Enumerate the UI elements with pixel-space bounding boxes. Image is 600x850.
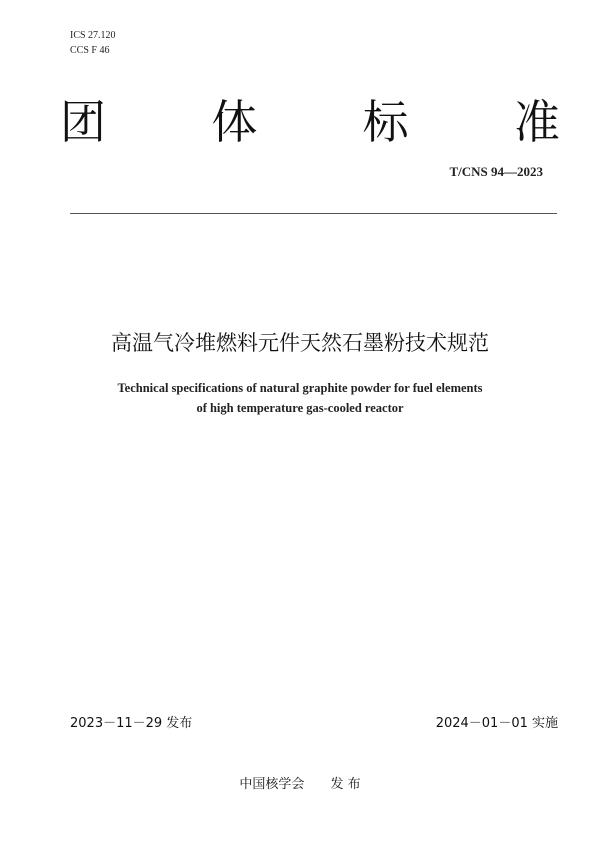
ics-code: ICS 27.120 <box>70 30 116 41</box>
title-char: 准 <box>513 95 560 149</box>
release-date: 2023－11－29 发布 <box>70 716 193 731</box>
publisher-line <box>0 775 600 795</box>
header-divider <box>70 213 557 214</box>
chinese-title: 高温气冷堆燃料元件天然石墨粉技术规范 <box>111 331 489 355</box>
title-char: 标 <box>362 95 409 149</box>
title-char: 团 <box>60 95 106 149</box>
english-title <box>0 378 600 418</box>
publisher-action: 发 布 <box>330 777 361 792</box>
title-char: 体 <box>211 95 258 149</box>
implementation-date: 2024－01－01 实施 <box>435 716 558 731</box>
standard-type-title <box>60 92 560 152</box>
publisher-name: 中国核学会 <box>239 777 305 792</box>
classification-codes <box>70 28 116 58</box>
english-title-line: of high temperature gas-cooled reactor <box>196 401 404 415</box>
english-title-line: Technical specifications of natural graphite powder for fuel elements <box>117 381 483 395</box>
standard-number: T/CNS 94—2023 <box>449 164 543 179</box>
ccs-code: CCS F 46 <box>70 45 110 56</box>
